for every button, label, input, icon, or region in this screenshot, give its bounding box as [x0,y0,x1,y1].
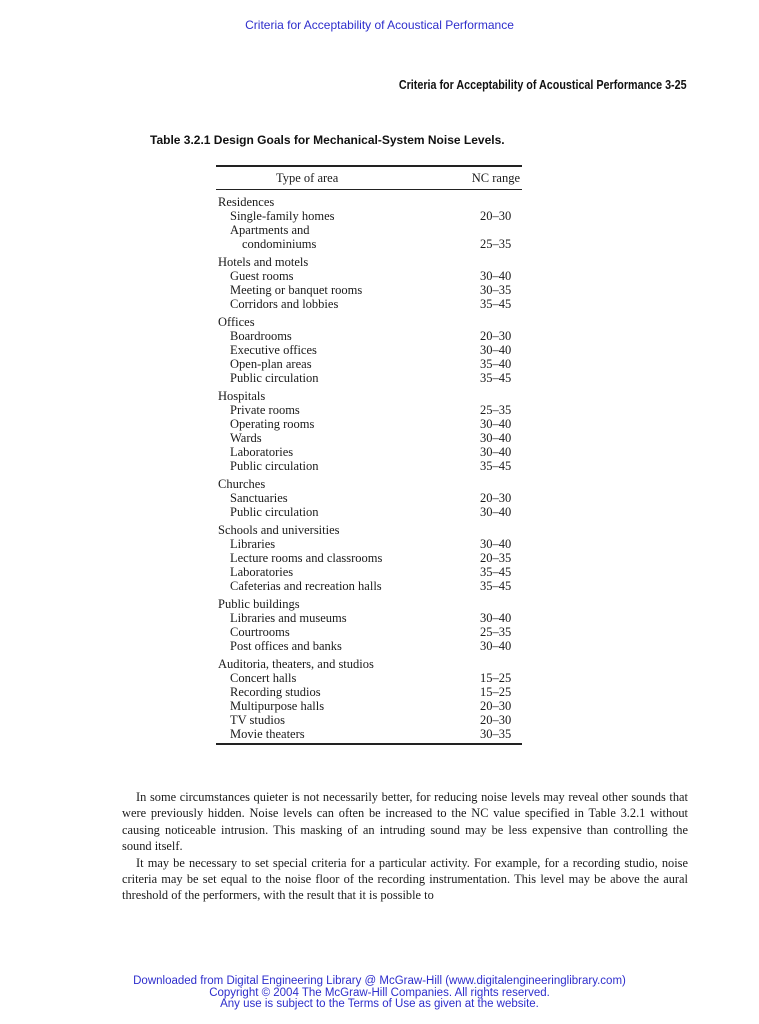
table-row [216,223,522,237]
table-row [216,431,522,445]
nc-value: 30–40 [480,505,512,519]
nc-value: 30–35 [480,727,512,741]
table-group-heading: Auditoria, theaters, and studios [218,657,374,671]
column-header-area: Type of area [276,170,339,185]
area-name: Meeting or banquet rooms [230,283,363,297]
area-name: Recording studios [230,685,321,699]
nc-value [480,223,522,237]
nc-value: 30–40 [480,417,512,431]
nc-value: 20–30 [480,713,512,727]
area-name: Libraries and museums [230,611,347,625]
nc-value: 35–45 [480,565,512,579]
table-row [216,611,522,625]
table-row [216,343,522,357]
nc-value: 35–45 [480,297,512,311]
area-name: Laboratories [230,565,294,579]
area-name: Operating rooms [230,417,315,431]
nc-value: 35–40 [480,357,512,371]
table-row [216,685,522,699]
nc-value: 20–30 [480,329,512,343]
nc-value: 35–45 [480,579,512,593]
table-row [216,445,522,459]
nc-value: 30–40 [480,445,512,459]
table-row [216,505,522,519]
table-row [216,713,522,727]
area-name: Laboratories [230,445,294,459]
footer-terms-link[interactable]: Any use is subject to the Terms of Use as given at the website. [220,998,539,1010]
table-row [216,699,522,713]
table-bottom-rule [216,743,522,745]
area-name: TV studios [230,713,285,727]
table-group-heading: Schools and universities [218,523,340,537]
table-row [216,403,522,417]
running-head: Criteria for Acceptability of Acoustical Performance 3-25 [399,78,687,92]
table-caption: Table 3.2.1 Design Goals for Mechanical-System Noise Levels. [150,133,505,147]
nc-value: 20–30 [480,699,512,713]
nc-value: 20–35 [480,551,512,565]
table-row [216,283,522,297]
area-name: Boardrooms [230,329,292,343]
nc-value: 30–40 [480,431,512,445]
table-row [216,329,522,343]
table-row [216,269,522,283]
nc-value: 30–40 [480,639,512,653]
area-name: Movie theaters [230,727,305,741]
area-name: Wards [230,431,262,445]
table-row [216,537,522,551]
area-name: Executive offices [230,343,317,357]
paragraph: In some circumstances quieter is not necessarily better, for reducing noise levels may reveal other sounds that were previously hidden. Noise levels can often be increased to the NC value specified in Table 3.2.1 without causing noticeable intrusion. This masking of an intruding sound may be less expensive than controlling the sound itself. [122,790,688,854]
table-group-heading: Hotels and motels [218,255,309,269]
nc-value: 30–40 [480,269,512,283]
table-row [216,459,522,473]
table-group-heading: Churches [218,477,266,491]
area-name: Multipurpose halls [230,699,325,713]
table-group-heading: Public buildings [218,597,300,611]
table-row [216,491,522,505]
nc-value: 30–35 [480,283,512,297]
area-name: Corridors and lobbies [230,297,339,311]
area-name: Open-plan areas [230,357,312,371]
nc-value: 15–25 [480,685,512,699]
area-name: Guest rooms [230,269,294,283]
table-row [216,551,522,565]
area-name: Lecture rooms and classrooms [230,551,383,565]
top-link[interactable]: Criteria for Acceptability of Acoustical Performance [245,18,514,32]
table-group-heading: Offices [218,315,255,329]
table-row [216,639,522,653]
table-header [216,167,522,189]
area-name: Public circulation [230,505,319,519]
table-row [216,625,522,639]
table-row [216,417,522,431]
nc-value: 15–25 [480,671,512,685]
footer-copyright[interactable]: Copyright © 2004 The McGraw-Hill Companies. All rights reserved. [209,986,550,999]
footer-download-link[interactable]: Downloaded from Digital Engineering Library @ McGraw-Hill (www.digitalengineeringlibrary.com) [133,975,626,987]
table-row [216,371,522,385]
area-name: condominiums [242,237,317,251]
table-row [216,209,522,223]
nc-value: 20–30 [480,209,512,223]
area-name: Public circulation [230,371,319,385]
area-name: Single-family homes [230,209,335,223]
footer [0,976,759,1011]
table-row [216,297,522,311]
area-name: Libraries [230,537,276,551]
column-header-nc: NC range [471,170,520,185]
table-row [216,727,522,741]
area-name: Post offices and banks [230,639,342,653]
paragraph: It may be necessary to set special criteria for a particular activity. For example, for a recording studio, noise criteria may be set equal to the noise floor of the recording instrumentation. This level may be above the aural threshold of the performers, with the result that it is possible to [122,855,688,903]
nc-value: 25–35 [480,625,512,639]
nc-value: 35–45 [480,371,512,385]
table-row [216,671,522,685]
area-name: Sanctuaries [230,491,288,505]
area-name: Concert halls [230,671,297,685]
nc-value: 30–40 [480,611,512,625]
nc-value: 25–35 [480,237,512,251]
nc-value: 30–40 [480,343,512,357]
body-text [122,789,688,904]
area-name: Private rooms [230,403,300,417]
nc-value: 30–40 [480,537,512,551]
table-group-heading: Hospitals [218,389,266,403]
nc-value: 35–45 [480,459,512,473]
nc-value: 25–35 [480,403,512,417]
table-row [216,579,522,593]
area-name: Apartments and [230,223,310,237]
area-name: Public circulation [230,459,319,473]
area-name: Courtrooms [230,625,290,639]
nc-table [216,165,522,745]
nc-value: 20–30 [480,491,512,505]
table-body [216,190,522,743]
table-row [216,565,522,579]
table-group-heading: Residences [218,195,275,209]
table-row [216,237,522,251]
table-row [216,357,522,371]
area-name: Cafeterias and recreation halls [230,579,382,593]
